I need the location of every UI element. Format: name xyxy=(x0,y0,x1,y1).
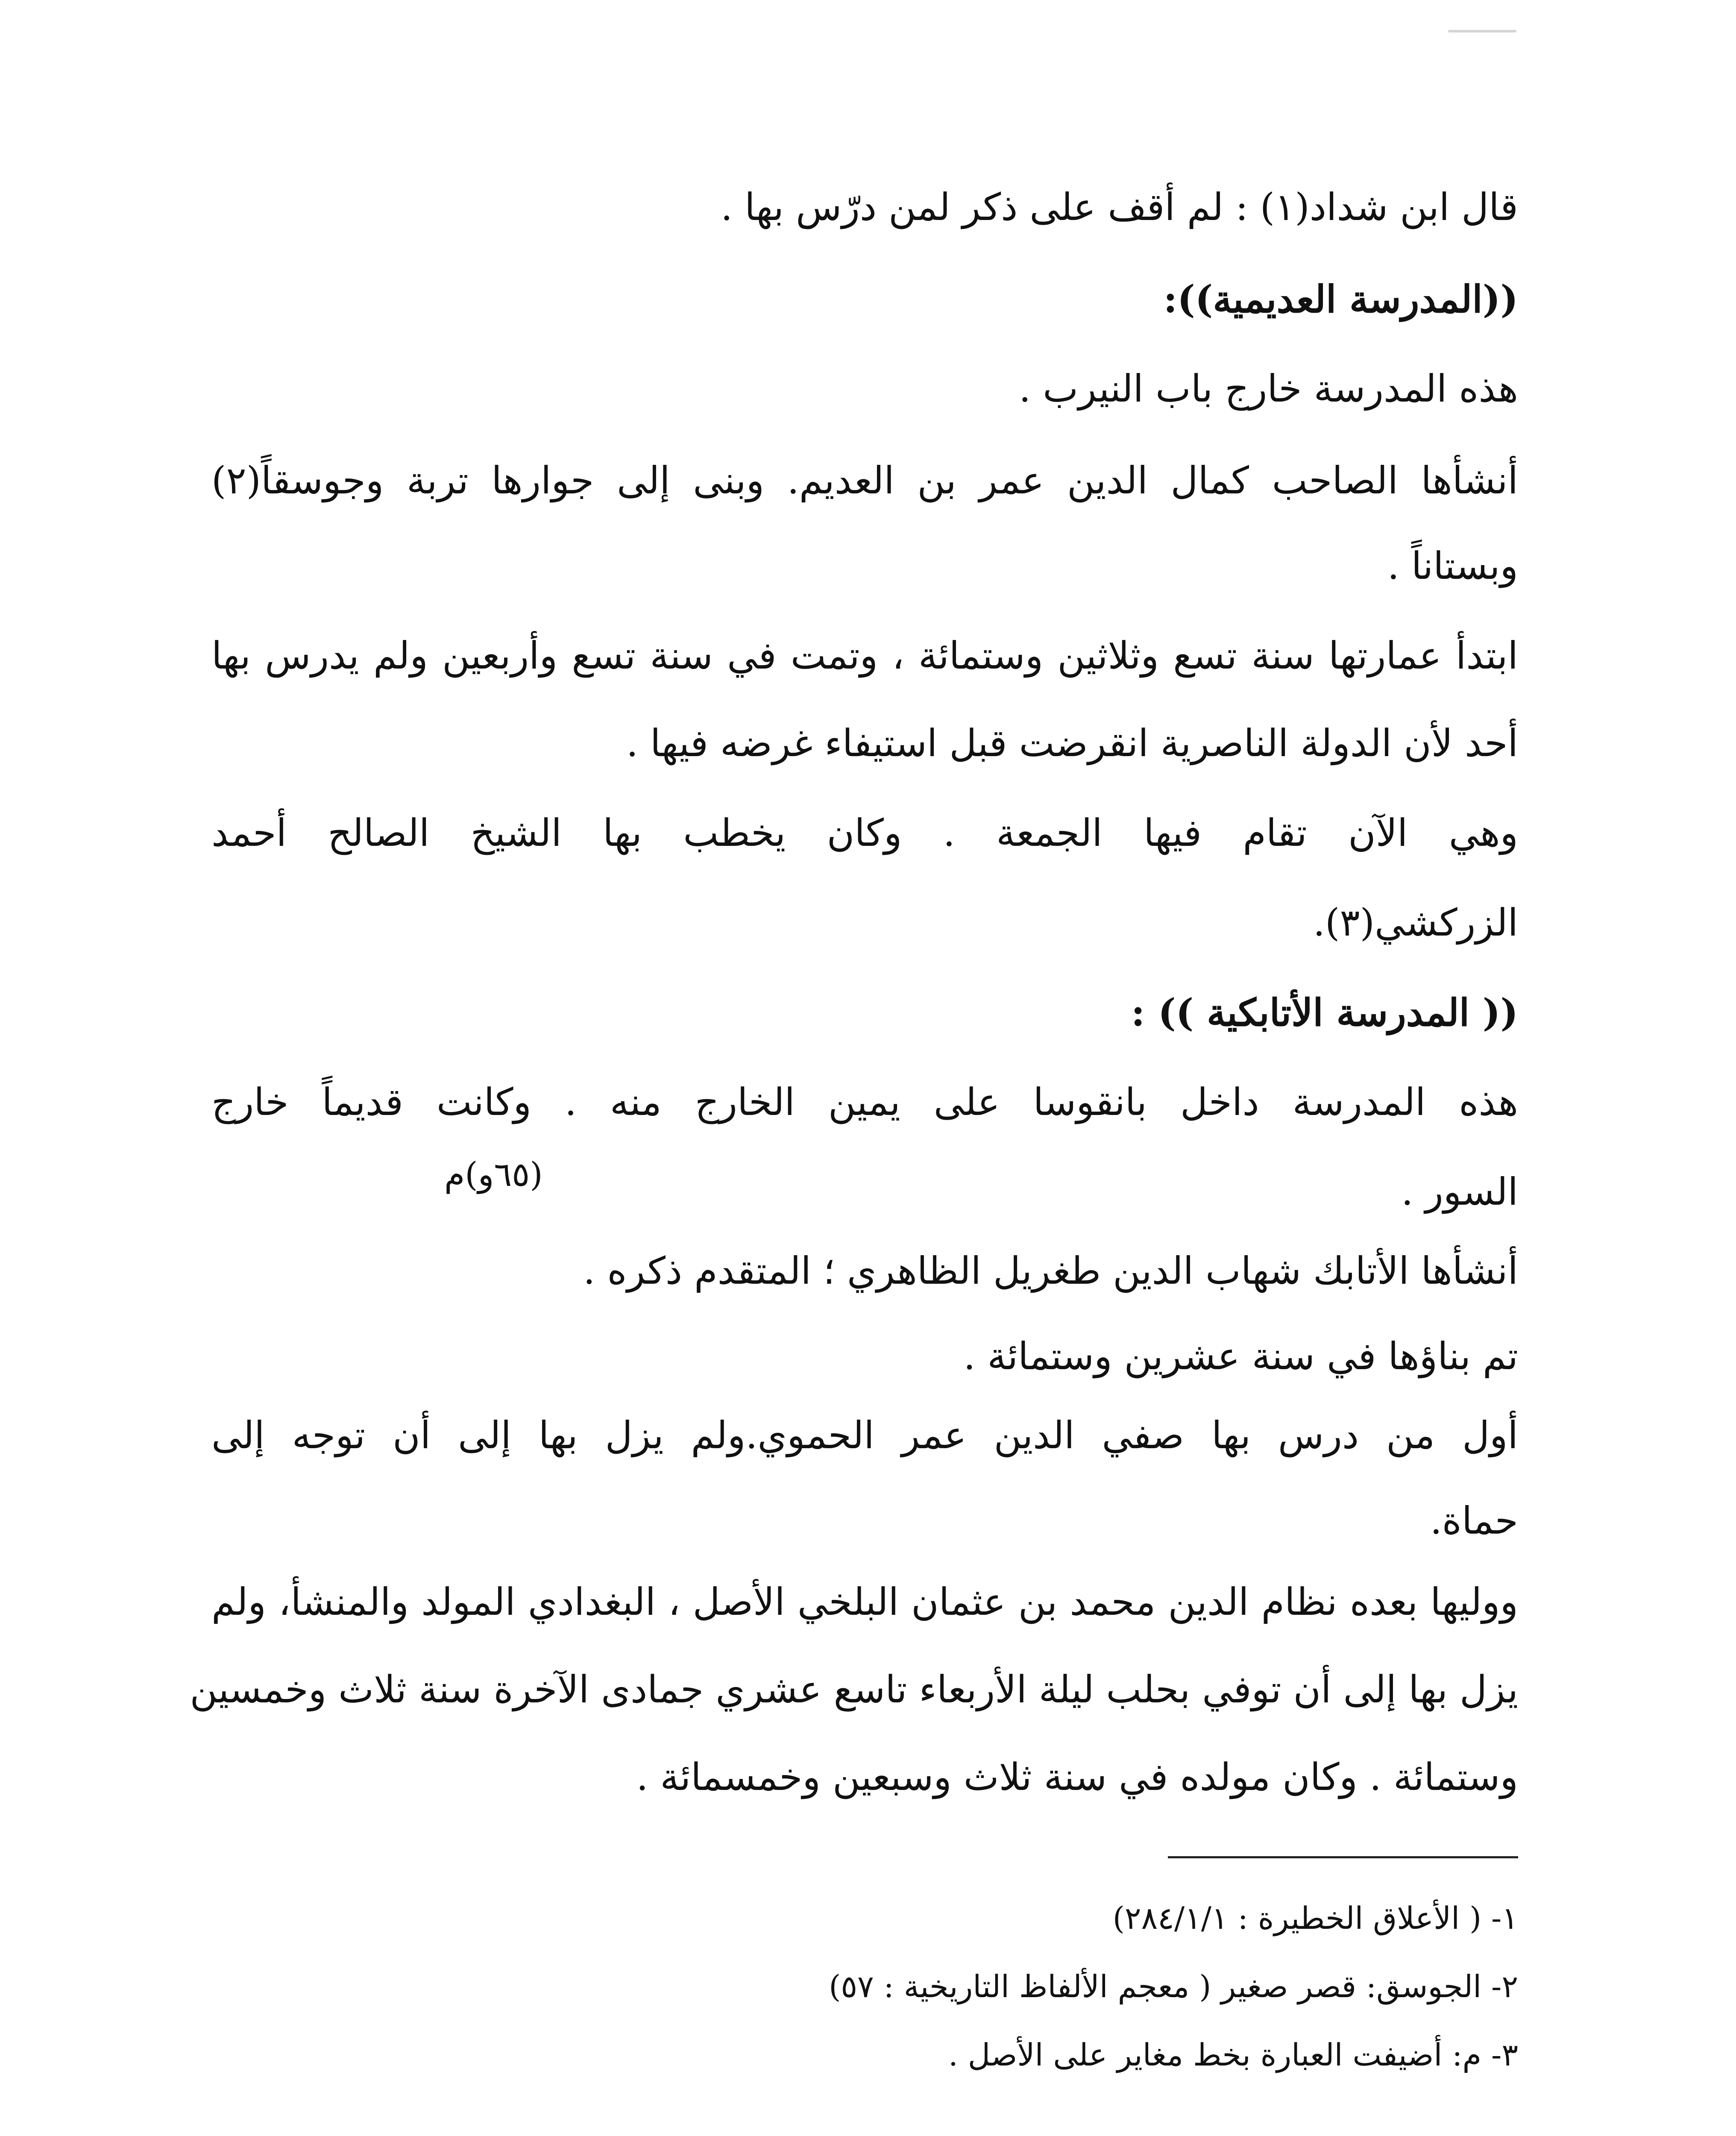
footnote-3: ٣- م: أضيفت العبارة بخط مغاير على الأصل . xyxy=(948,2037,1518,2073)
footnote-2: ٢- الجوسق: قصر صغير ( معجم الألفاظ التاريخية : ٥٧) xyxy=(829,1969,1518,2004)
body-line-3: هذه المدرسة خارج باب النيرب . xyxy=(1019,367,1518,411)
body-line-19: وستمائة . وكان مولده في سنة ثلاث وسبعين وخمسمائة . xyxy=(636,1755,1518,1799)
body-line-12: السور . xyxy=(1401,1170,1518,1214)
body-line-17: ووليها بعده نظام الدين محمد بن عثمان البلخي الأصل ، البغدادي المولد والمنشأ، ولم xyxy=(211,1580,1518,1624)
manuscript-folio-marker: (٦٥و)م xyxy=(444,1156,543,1194)
footnote-separator xyxy=(1168,1856,1518,1858)
body-line-16: حماة. xyxy=(1430,1499,1518,1543)
body-line-8: وهي الآن تقام فيها الجمعة . وكان يخطب بها الشيخ الصالح أحمد xyxy=(211,811,1518,855)
body-line-7: أحد لأن الدولة الناصرية انقرضت قبل استيفاء غرضه فيها . xyxy=(626,721,1518,765)
body-line-18: يزل بها إلى أن توفي بحلب ليلة الأربعاء تاسع عشري جمادى الآخرة سنة ثلاث وخمسين xyxy=(190,1667,1518,1711)
body-line-14: تم بناؤها في سنة عشرين وستمائة . xyxy=(963,1334,1518,1378)
body-line-5: وبستاناً . xyxy=(1387,544,1518,588)
body-line-6: ابتدأ عمارتها سنة تسع وثلاثين وستمائة ، وتمت في سنة تسع وأربعين ولم يدرس بها xyxy=(211,634,1518,678)
scan-artifact xyxy=(1448,30,1516,32)
section-heading-atabakiyya: (( المدرسة الأتابكية )) : xyxy=(1131,990,1518,1035)
body-line-1: قال ابن شداد(١) : لم أقف على ذكر لمن درّس بها . xyxy=(721,185,1518,229)
footnote-1: ١- ( الأعلاق الخطيرة : ٢٨٤/١/١) xyxy=(1112,1900,1518,1936)
body-line-15: أول من درس بها صفي الدين عمر الحموي.ولم يزل بها إلى أن توجه إلى xyxy=(211,1413,1518,1457)
body-line-4: أنشأها الصاحب كمال الدين عمر بن العديم. وبنى إلى جوارها تربة وجوسقاً(٢) xyxy=(211,458,1518,502)
section-heading-adimiyya: ((المدرسة العديمية)): xyxy=(1163,277,1518,321)
body-line-9: الزركشي(٣). xyxy=(1313,901,1518,945)
body-line-13: أنشأها الأتابك شهاب الدين طغريل الظاهري ؛ المتقدم ذكره . xyxy=(583,1249,1518,1293)
body-line-11: هذه المدرسة داخل بانقوسا على يمين الخارج منه . وكانت قديماً خارج xyxy=(211,1080,1518,1124)
